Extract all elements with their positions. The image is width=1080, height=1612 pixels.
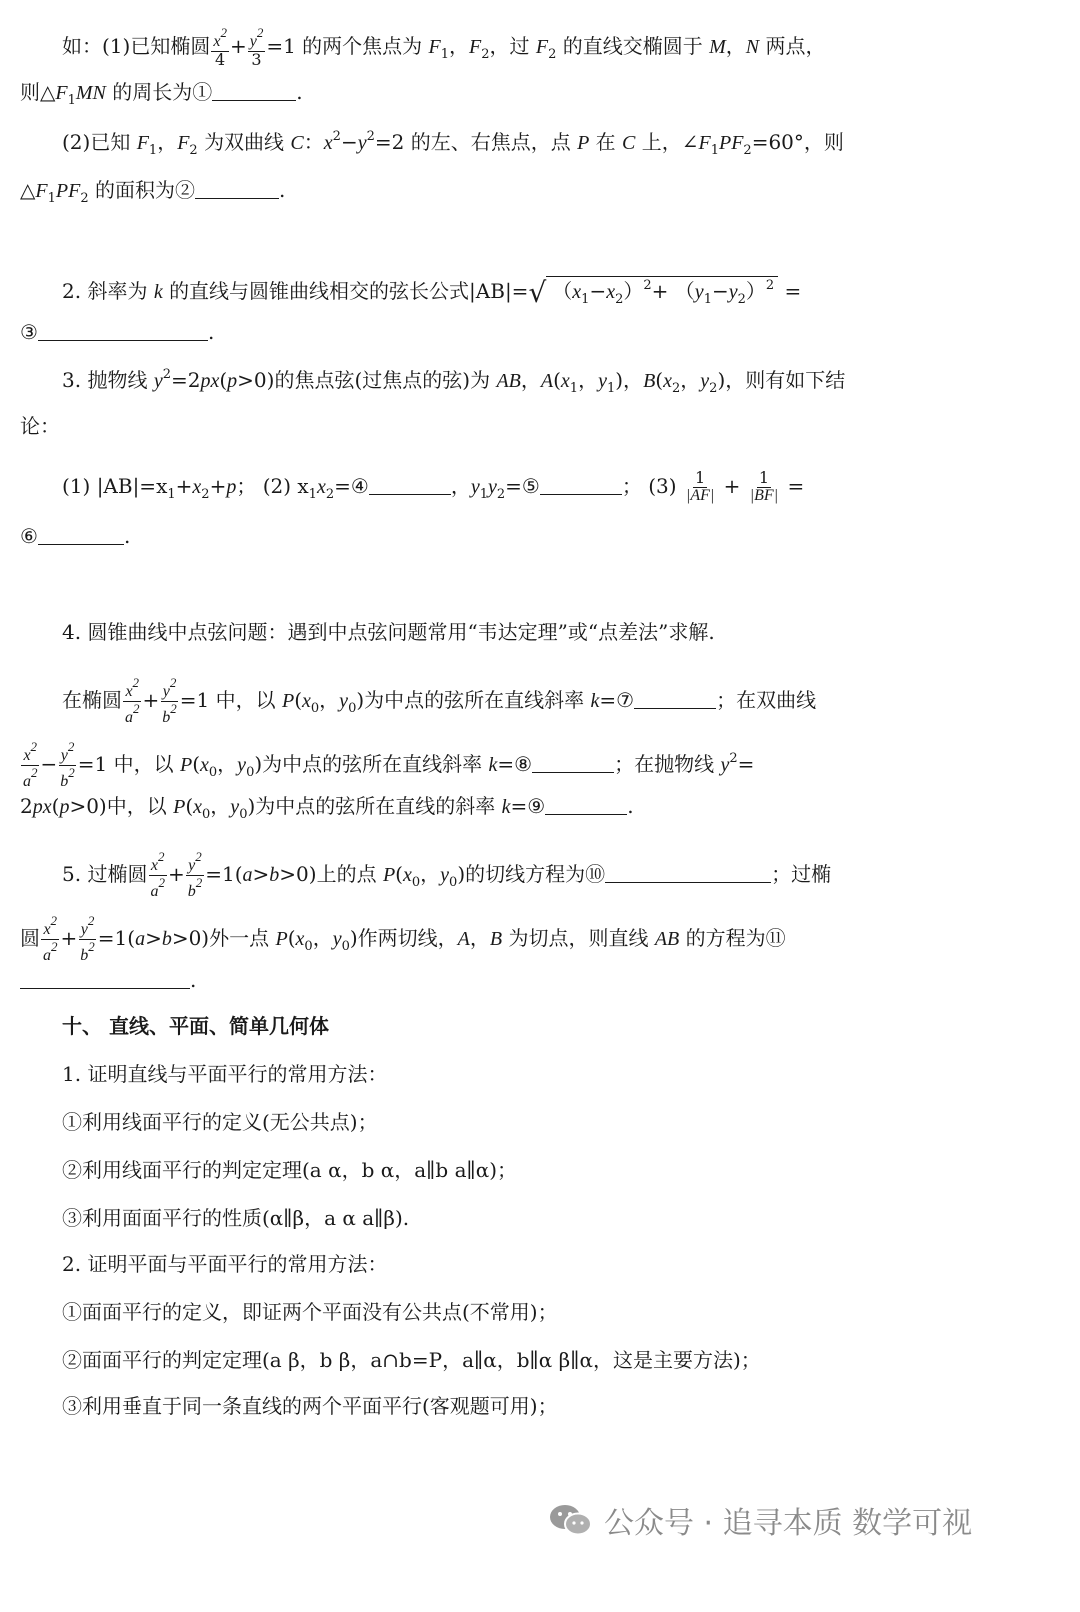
item-3-line-3: (1) $|AB|=x_1+x_2+p$； (2) $x_1x_2=④$ ，$y_1y_2=⑤$ ； (3) $\frac{1}{|AF|}$ + $\frac{1}{|BF|}$ =: [62, 468, 805, 504]
wechat-icon: [548, 1502, 594, 1538]
section-item: 1. 证明直线与平面平行的常用方法：: [62, 1062, 388, 1086]
answer-blank: [195, 180, 279, 199]
item-4-line-2: 在椭圆 $\frac{x^2}{a^2}$ + $\frac{y^2}{b^2}$ =1 中，以 $P(x_0$，$y_0$)为中点的弦所在直线斜率 k=⑦ ；在双曲线: [62, 675, 817, 726]
item-5-line-1: 5. 过椭圆 $\frac{x^2}{a^2}$ + $\frac{y^2}{b^2}$ =1(a>b>0)上的点 $P(x_0$，$y_0$)的切线方程为⑩ ；过椭: [62, 849, 832, 900]
problem-1-line-2: 则$\triangle F_1MN$ 的周长为① .: [20, 80, 303, 108]
answer-blank: [605, 864, 771, 883]
answer-blank: [212, 82, 296, 101]
answer-blank: [634, 690, 716, 709]
answer-blank: [532, 754, 614, 773]
fraction: $\frac{y^2}{b^2}$: [187, 849, 203, 900]
fraction: $\frac{y^2}{b^2}$: [60, 739, 75, 790]
item-3-line-1: 3. 抛物线 $y^2=2px(p>0)$的焦点弦(过焦点的弦)为 AB，$A(x_1$，$y_1$)，$B(x_2$，$y_2$)，则有如下结: [62, 367, 846, 396]
fraction: $\frac{x^2}{a^2}$: [23, 739, 38, 790]
answer-blank: [369, 476, 451, 495]
answer-blank: [20, 970, 190, 989]
watermark-text: 公众号 · 追寻本质 数学可视: [604, 1506, 973, 1541]
fraction: $\frac{1}{|BF|}$: [749, 468, 779, 504]
fraction: $\frac{x^2}{a^2}$: [43, 913, 58, 964]
fraction: $\frac{x^2}{a^2}$: [150, 849, 165, 900]
item-2-line-1: 2. 斜率为 k 的直线与圆锥曲线相交的弦长公式|AB|=√ $(x_1-x_2)^2+ (y_1-y_2)^2$ =: [62, 276, 802, 309]
watermark: [548, 1500, 972, 1540]
fraction: $\frac{x^2}{4}$: [213, 25, 227, 69]
section-item: ③利用面面平行的性质(α∥β，a α a∥β).: [62, 1206, 410, 1230]
section-item: ②利用线面平行的判定定理(a α，b α，a∥b a∥α)；: [62, 1158, 518, 1182]
section-item: ①利用线面平行的定义(无公共点)；: [62, 1110, 378, 1134]
fraction: $\frac{x^2}{a^2}$: [125, 675, 140, 726]
section-heading: 十、 直线、平面、简单几何体: [62, 1014, 329, 1038]
answer-blank: [545, 796, 627, 815]
problem-1-line-1: 如：(1)已知椭圆 $\frac{x^2}{4}$ + $\frac{y^2}{3}$ =1 的两个焦点为 $F_1$，$F_2$，过 $F_2$ 的直线交椭圆于 M，N 两点，: [62, 25, 826, 69]
item-4-line-1: 4. 圆锥曲线中点弦问题：遇到中点弦问题常用“韦达定理”或“点差法”求解.: [62, 620, 715, 644]
fraction: $\frac{y^2}{b^2}$: [162, 675, 177, 726]
section-item: 2. 证明平面与平面平行的常用方法：: [62, 1252, 388, 1276]
item-5-line-3: .: [20, 970, 196, 990]
item-3-line-4: ⑥ .: [20, 524, 131, 548]
fraction: $\frac{y^2}{b^2}$: [80, 913, 95, 964]
section-item: ③利用垂直于同一条直线的两个平面平行(客观题可用)；: [62, 1394, 558, 1418]
section-item: ①面面平行的定义，即证两个平面没有公共点(不常用)；: [62, 1300, 558, 1324]
answer-blank: [38, 526, 124, 545]
problem-2-line-2: $\triangle F_1PF_2$ 的面积为② .: [20, 178, 286, 206]
item-3-line-2: 论：: [20, 414, 60, 438]
fraction: $\frac{y^2}{3}$: [249, 25, 264, 69]
section-item: ②面面平行的判定定理(a β，b β，a∩b=P，a∥α，b∥α β∥α，这是主要方法)；: [62, 1348, 761, 1372]
item-4-line-3: $\frac{x^2}{a^2}$ − $\frac{y^2}{b^2}$ =1 中，以 $P(x_0$，$y_0$)为中点的弦所在直线斜率 k=⑧ ；在抛物线 $y^2=$: [23, 739, 755, 790]
item-2-line-2: ③ .: [20, 320, 215, 344]
fraction: $\frac{1}{|AF|}$: [685, 468, 715, 504]
problem-2-line-1: (2)已知 $F_1$，$F_2$ 为双曲线 C：$x^2-y^2=2$ 的左、右焦点，点 P 在 C 上，$\angle F_1PF_2=60^\circ$，则: [62, 129, 844, 158]
item-4-line-4: 2px(p>0)中，以 $P(x_0$，$y_0$)为中点的弦所在直线的斜率 k=⑨ .: [20, 794, 634, 822]
answer-blank: [38, 322, 208, 341]
answer-blank: [540, 476, 622, 495]
item-5-line-2: 圆 $\frac{x^2}{a^2}$ + $\frac{y^2}{b^2}$ =1(a>b>0)外一点 $P(x_0$，$y_0$)作两切线，A，B 为切点，则直线 AB 的方程为⑪: [20, 913, 786, 964]
